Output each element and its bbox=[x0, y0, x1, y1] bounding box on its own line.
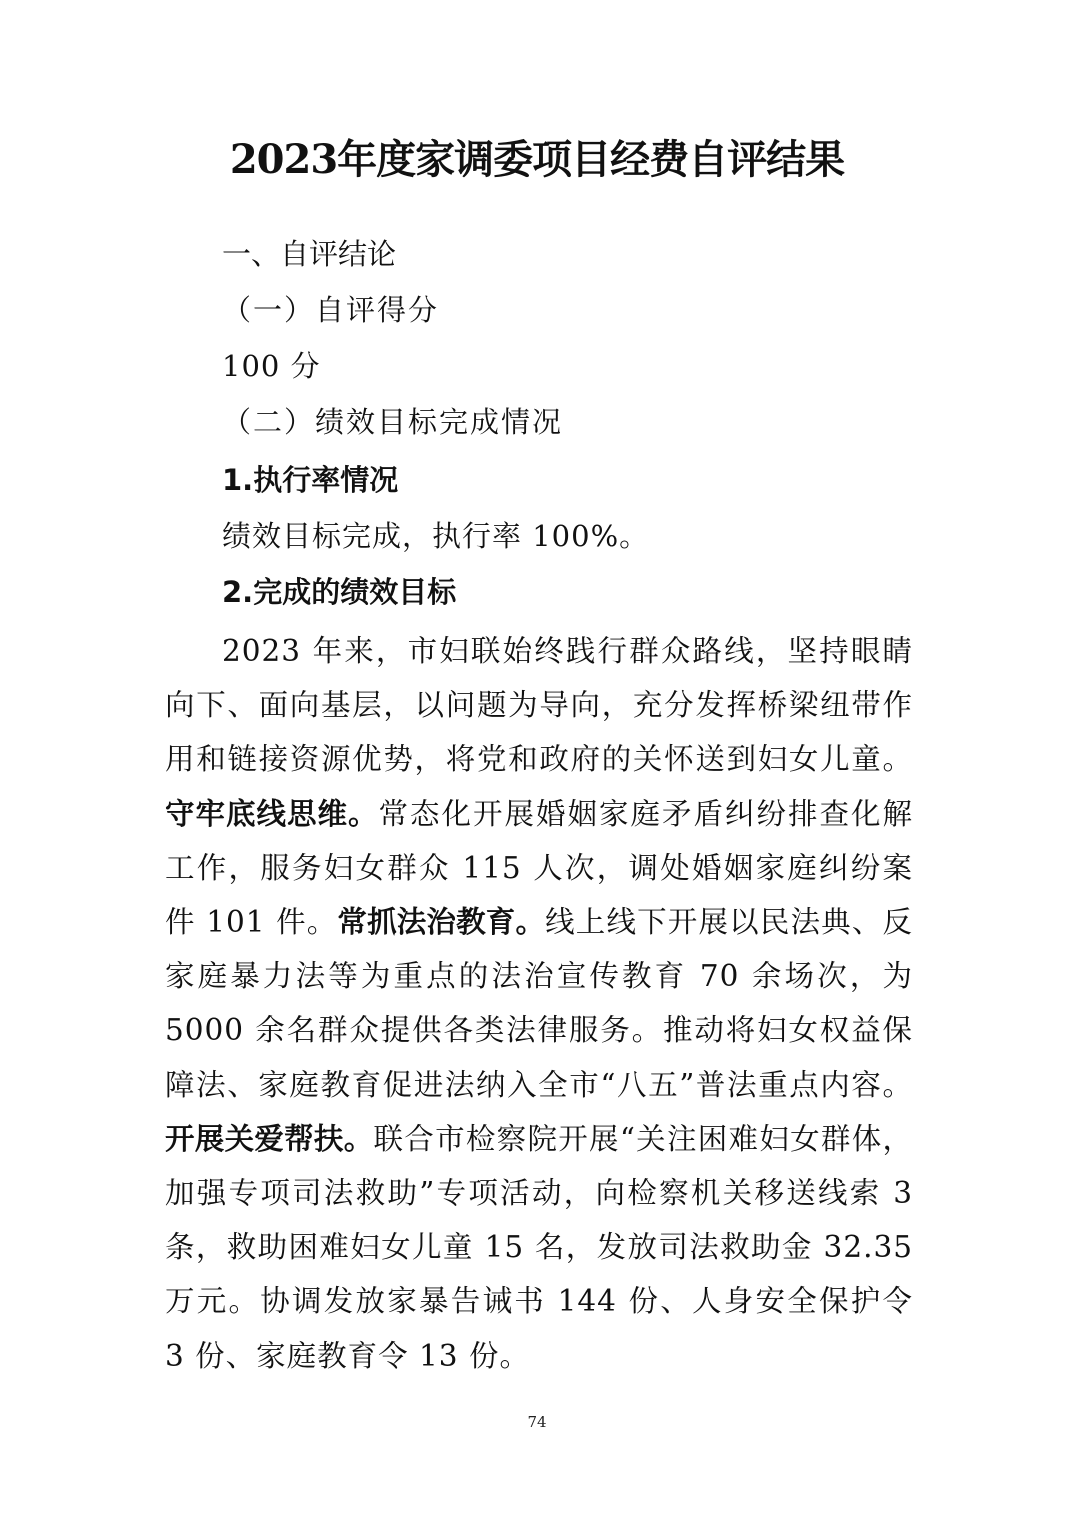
paragraph-part2: 常态化开展婚姻家庭矛盾纠纷排查化解工作，服务妇女群众 115 人次，调处婚姻家庭纠纷案件 101 件。 bbox=[165, 796, 913, 940]
performance-paragraph bbox=[165, 624, 913, 1383]
document-title: 2023年度家调委项目经费自评结果 bbox=[229, 136, 845, 183]
bold-phrase-bottom-line: 守牢底线思维。 bbox=[165, 796, 379, 831]
bold-phrase-legal-education: 常抓法治教育。 bbox=[337, 905, 546, 940]
item2-heading: 2.完成的绩效目标 bbox=[222, 575, 457, 609]
paragraph-part4: 联合市检察院开展“关注困难妇女群体，加强专项司法救助”专项活动，向检察机关移送线索 3 条，救助困难妇女儿童 15 名，发放司法救助金 32.35 万元。协调发放家暴告诫书 144 份、人身安全保护令 3 份、家庭教育令 13 份。 bbox=[165, 1121, 913, 1373]
item1-text: 绩效目标完成，执行率 100%。 bbox=[222, 519, 650, 553]
paragraph-part3: 线上线下开展以民法典、反家庭暴力法等为重点的法治宣传教育 70 余场次，为 5000 余名群众提供各类法律服务。推动将妇女权益保障法、家庭教育促进法纳入全市“八五”普法重点内容。 bbox=[165, 905, 913, 1102]
item1-heading: 1.执行率情况 bbox=[222, 463, 399, 497]
page-number: 74 bbox=[527, 1413, 547, 1431]
paragraph-part1: 2023 年来，市妇联始终践行群众路线，坚持眼睛向下、面向基层，以问题为导向，充分发挥桥梁纽带作用和链接资源优势，将党和政府的关怀送到妇女儿童。 bbox=[165, 634, 913, 777]
subsection-performance-heading: （二）绩效目标完成情况 bbox=[222, 405, 564, 439]
score-value: 100 分 bbox=[222, 349, 321, 383]
bold-phrase-care-assistance: 开展关爱帮扶。 bbox=[165, 1121, 374, 1156]
subsection-score-heading: （一）自评得分 bbox=[222, 293, 440, 327]
section-heading: 一、自评结论 bbox=[222, 237, 397, 271]
